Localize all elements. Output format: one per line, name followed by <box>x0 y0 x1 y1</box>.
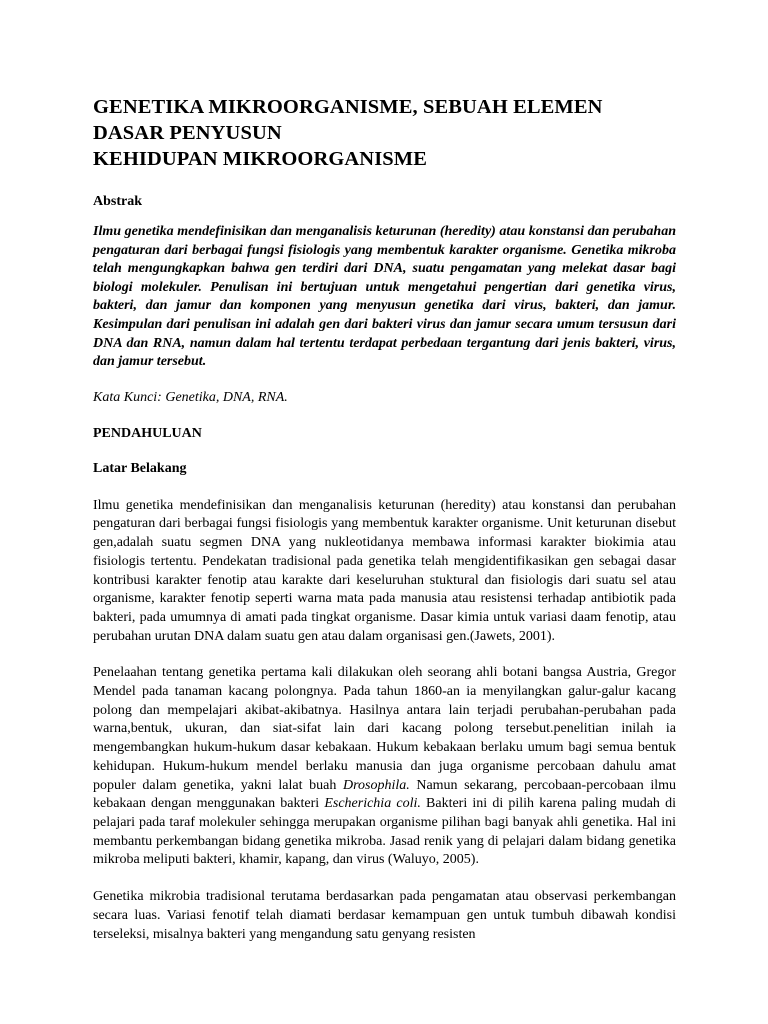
paper-title <box>93 94 676 172</box>
subsection-heading-latar-belakang: Latar Belakang <box>93 460 187 476</box>
abstract-text: Ilmu genetika mendefinisikan dan menganalisis keturunan (heredity) atau konstansi dan perubahan pengaturan dari berbagai fungsi fisiologis yang membentuk karakter organisme. Genetika mikroba telah mengungkapkan bahwa gen terdiri dari DNA, suatu pengamatan yang melekat dasar bagi biologi molekuler. Penulisan ini bertujuan untuk mengetahui pengertian dari genetika virus, bakteri, dan jamur dan komponen yang menyusun genetika dari virus, bakteri, dan jamur. Kesimpulan dari penulisan ini adalah gen dari bakteri virus dan jamur secara umum tersusun dari DNA dan RNA, namun dalam hal tertentu terdapat perbedaan tergantung dari jenis bakteri, virus, dan jamur tersebut. <box>93 224 676 370</box>
italic-term-escherichia-coli: Escherichia coli. <box>324 796 421 812</box>
document-page <box>93 94 676 944</box>
paragraph-2-text-c: Bakteri ini di pilih karena paling mudah di pelajari pada taraf molekuler sehingga merupakan organisme pilihan bagi banyak ahli genetika. Hal ini membantu perkembangan bidang genetika mikroba. Jasad renik yang di pelajari dalam bidang genetika mikroba meliputi bakteri, khamir, kapang, dan virus (Waluyo, 2005). <box>93 796 676 868</box>
italic-term-drosophila: Drosophila. <box>342 777 410 793</box>
body-paragraph-2 <box>93 664 676 870</box>
body-paragraph-1: Ilmu genetika mendefinisikan dan menganalisis keturunan (heredity) atau konstansi dan perubahan pengaturan dari berbagai fungsi fisiologis yang membentuk karakter organisme. Unit keturunan disebut gen,adalah suatu segmen DNA yang nukleotidanya membawa informasi karakter biokimia atau fisiologis tertentu. Pendekatan tradisional pada genetika telah mengidentifikasikan gen sebagai dasar kontribusi karakter fenotip atau karakte dari keseluruhan stuktural dan fisiologis dari suatu sel atau organisme, karakter fenotip seperti warna mata pada manusia atau resistensi terhadap antibiotik pada bakteri, pada umumnya di amati pada tingkat organisme. Dasar kimia untuk variasi daam fenotip, atau perubahan urutan DNA dalam suatu gen atau dalam organisasi gen.(Jawets, 2001). <box>93 497 676 644</box>
title-line-2: DASAR PENYUSUN <box>93 122 282 144</box>
body-paragraph-3: Genetika mikrobia tradisional terutama berdasarkan pada pengamatan atau observasi perkembangan secara luas. Variasi fenotif telah diamati berdasar kemampuan gen untuk tumbuh dibawah kondisi terseleksi, misalnya bakteri yang mengandung satu genyang resisten <box>93 889 676 942</box>
section-heading-pendahuluan: PENDAHULUAN <box>93 425 202 441</box>
abstract-heading: Abstrak <box>93 194 143 209</box>
title-line-1: GENETIKA MIKROORGANISME, SEBUAH ELEMEN <box>93 96 603 118</box>
title-line-3: KEHIDUPAN MIKROORGANISME <box>93 148 428 170</box>
paragraph-2-text-a: Penelaahan tentang genetika pertama kali dilakukan oleh seorang ahli botani bangsa Austria, Gregor Mendel pada tanaman kacang polongnya. Pada tahun 1860-an ia menyilangkan galur-galur kacang polong dan mempelajari akibat-akibatnya. Hasilnya antara lain terjadi perubahan-perubahan pada warna,bentuk, ukuran, dan siat-sifat lain dari kacang polong tersebut.penelitian inilah ia mengembangkan hukum-hukum dasar kebakaan. Hukum kebakaan berlaku umum bagi semua bentuk kehidupan. Hukum-hukum mendel berlaku manusia dan juga organisme percobaan dahulu amat populer dalam genetika, yakni lalat buah <box>93 665 676 793</box>
keywords: Kata Kunci: Genetika, DNA, RNA. <box>93 389 288 405</box>
paragraph-2-text-b: Namun sekarang, percobaan-percobaan ilmu kebakaan dengan menggunakan bakteri <box>93 777 676 812</box>
